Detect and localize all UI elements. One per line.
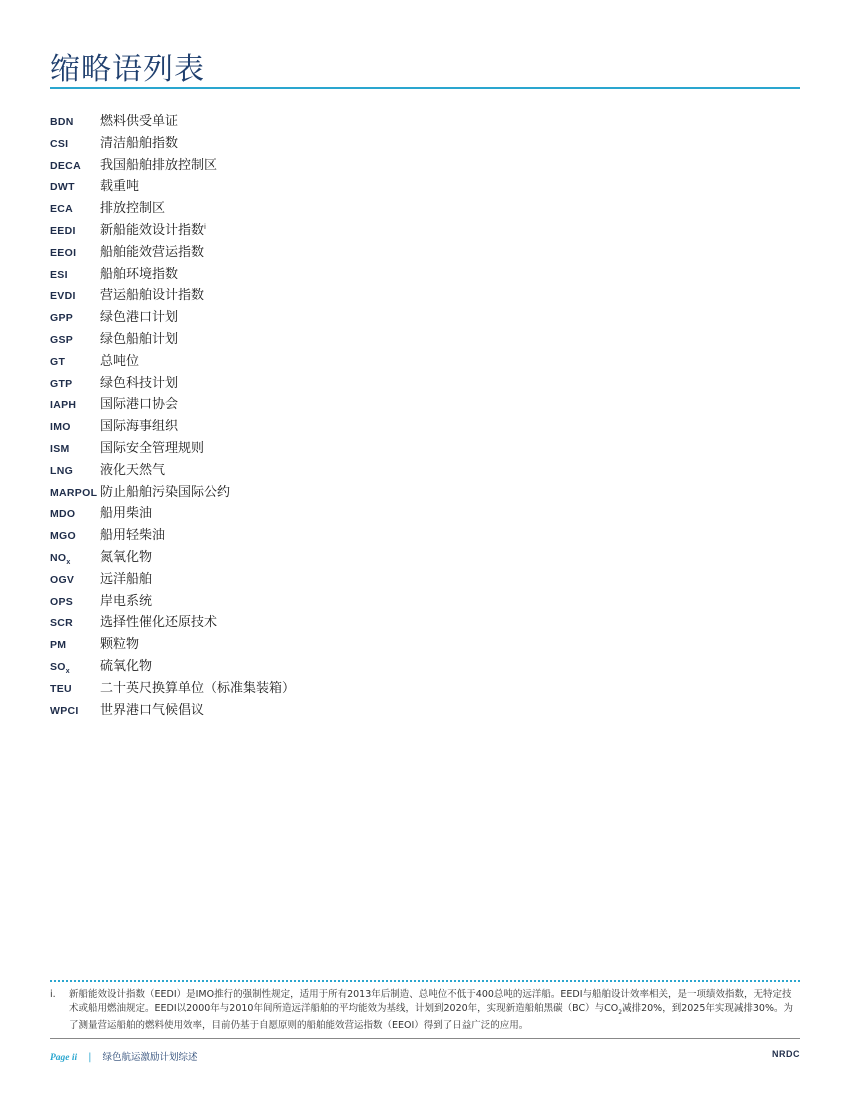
abbreviation-definition-text: 绿色船舶计划 [100, 331, 179, 347]
abbreviation-definition-text: 硫氧化物 [100, 658, 153, 674]
abbreviation-row [50, 350, 750, 372]
abbreviation-code [50, 552, 100, 566]
footnote-divider [50, 980, 800, 982]
abbreviation-code-text: GTP [50, 377, 73, 390]
page-title: 缩略语列表 [50, 52, 205, 87]
footer-brand-logo: NRDC [772, 1049, 800, 1059]
abbreviation-definition [100, 633, 139, 652]
abbreviation-code [50, 661, 100, 675]
abbreviation-code-text: DECA [50, 159, 81, 172]
abbreviation-definition [100, 372, 178, 391]
abbreviation-row [50, 655, 750, 677]
abbreviation-definition-text: 绿色科技计划 [100, 375, 179, 391]
abbreviation-definition [100, 328, 178, 347]
abbreviation-definition [100, 350, 139, 369]
abbreviation-definition-text: 船用柴油 [100, 506, 153, 522]
abbreviation-code [50, 160, 100, 172]
abbreviation-row [50, 132, 750, 154]
abbreviation-definition-text: 船舶环境指数 [100, 266, 179, 282]
abbreviation-definition [100, 175, 139, 194]
abbreviation-definition-text: 我国船舶排放控制区 [100, 157, 218, 173]
abbreviation-definition-text: 岸电系统 [100, 593, 153, 609]
abbreviation-definition [100, 306, 178, 325]
abbreviation-definition [100, 699, 204, 718]
abbreviation-code [50, 138, 100, 150]
abbreviation-definition-text: 国际港口协会 [100, 397, 179, 413]
abbreviation-code-text: ISM [50, 442, 70, 455]
abbreviation-code [50, 203, 100, 215]
abbreviation-code-text: EEOI [50, 246, 77, 259]
abbreviation-code-text: OGV [50, 573, 75, 586]
abbreviation-code-text: SO [50, 660, 66, 673]
abbreviation-definition [100, 502, 152, 521]
abbreviation-definition [100, 546, 152, 565]
abbreviation-definition [100, 437, 204, 456]
abbreviation-code-text: MGO [50, 530, 76, 543]
abbreviation-definition [100, 154, 217, 173]
abbreviation-code [50, 290, 100, 302]
abbreviation-row [50, 306, 750, 328]
footnote-text-part: 减排20%，到2025年实现减排30%。为了测量营运船舶的燃料使用效率，目前仍基于自愿原则的船舶能效营运指数（EEOI）得到了日益广泛的应用。 [69, 1002, 793, 1031]
abbreviation-definition [100, 459, 165, 478]
abbreviation-row [50, 241, 750, 263]
footer-document-title: 绿色航运激励计划综述 [102, 1052, 198, 1063]
abbreviation-code-text: EVDI [50, 290, 76, 303]
abbreviation-code-subscript: x [66, 558, 71, 566]
abbreviation-definition-text: 燃料供受单证 [100, 114, 179, 129]
abbreviation-row [50, 437, 750, 459]
abbreviation-code [50, 487, 100, 499]
abbreviation-code-text: PM [50, 639, 67, 652]
abbreviation-row [50, 546, 750, 568]
abbreviation-code [50, 247, 100, 259]
abbreviation-definition-text: 世界港口气候倡议 [100, 702, 205, 718]
abbreviation-definition-text: 新船能效设计指数 [100, 222, 205, 238]
abbreviation-definition-text: 营运船舶设计指数 [100, 288, 205, 304]
abbreviation-definition-text: 国际海事组织 [100, 419, 179, 435]
abbreviation-definition [100, 132, 178, 151]
abbreviation-definition [100, 263, 178, 282]
footnote-text [69, 988, 800, 1032]
abbreviation-code-subscript: x [65, 667, 70, 675]
abbreviation-code-text: BDN [50, 116, 74, 128]
abbreviation-row [50, 263, 750, 285]
abbreviation-definition [100, 110, 178, 129]
abbreviation-definition [100, 284, 204, 303]
abbreviation-code [50, 116, 100, 128]
abbreviation-definition-text: 船用轻柴油 [100, 528, 166, 544]
abbreviation-definition-text: 液化天然气 [100, 462, 166, 478]
abbreviation-code [50, 639, 100, 651]
abbreviation-row [50, 175, 750, 197]
abbreviation-code [50, 683, 100, 695]
abbreviation-definition [100, 197, 165, 216]
abbreviation-definition-text: 国际安全管理规则 [100, 440, 205, 456]
abbreviation-definition [100, 415, 178, 434]
abbreviation-definition [100, 524, 165, 543]
abbreviation-code-text: ESI [50, 268, 68, 281]
abbreviation-code-text: MDO [50, 508, 76, 521]
abbreviation-definition-text: 氮氧化物 [100, 549, 153, 565]
abbreviation-row [50, 568, 750, 590]
abbreviation-code [50, 617, 100, 629]
abbreviation-code [50, 574, 100, 586]
abbreviation-code [50, 269, 100, 281]
footnote-marker: i. [50, 989, 56, 1000]
abbreviation-definition-text: 载重吨 [100, 179, 140, 195]
abbreviation-row [50, 524, 750, 546]
page-footer [50, 1049, 800, 1063]
abbreviation-code-text: EEDI [50, 224, 76, 237]
abbreviation-code [50, 421, 100, 433]
abbreviation-code-text: GSP [50, 333, 74, 346]
abbreviation-definition [100, 590, 152, 609]
abbreviation-code-text: NO [50, 551, 67, 564]
abbreviation-row [50, 284, 750, 306]
abbreviation-code-text: ECA [50, 203, 74, 216]
abbreviation-definition [100, 393, 178, 412]
abbreviation-code-text: MARPOL [50, 486, 98, 499]
abbreviation-definition [100, 219, 206, 238]
footer-divider [50, 1038, 800, 1039]
abbreviation-code-text: TEU [50, 682, 72, 695]
abbreviation-code [50, 596, 100, 608]
page-number: Page ii [50, 1053, 78, 1063]
abbreviation-row [50, 459, 750, 481]
abbreviation-row [50, 110, 750, 132]
abbreviation-row [50, 699, 750, 721]
abbreviation-code-text: SCR [50, 617, 74, 630]
footnote-reference: i [204, 222, 206, 231]
abbreviation-code [50, 705, 100, 717]
abbreviation-definition [100, 241, 204, 260]
abbreviation-row [50, 328, 750, 350]
footnote [50, 988, 800, 1032]
abbreviation-row [50, 372, 750, 394]
abbreviation-code [50, 225, 100, 237]
abbreviation-code [50, 508, 100, 520]
abbreviation-row [50, 633, 750, 655]
abbreviation-code-text: IMO [50, 421, 71, 434]
abbreviation-code-text: OPS [50, 595, 74, 608]
abbreviation-row [50, 197, 750, 219]
abbreviation-definition-text: 排放控制区 [100, 201, 166, 217]
footnote-subscript: 2 [618, 1008, 623, 1016]
footnote-text-part: 新船能效设计指数（EEDI）是IMO推行的强制性规定，适用于所有2013年后制造、总吨位不低于400总吨的远洋船。EEDI与船舶设计效率相关，是一项绩效指数，无特定技术或船用燃油规定。EEDI以2000年与2010年间所造远洋船舶的平均能效为基线，计划到2020年，实现新造船舶黑碳（BC）与CO [69, 989, 792, 1014]
abbreviation-code-text: GPP [50, 312, 74, 325]
abbreviation-code [50, 181, 100, 193]
abbreviation-code [50, 312, 100, 324]
abbreviation-code-text: WPCI [50, 704, 79, 717]
abbreviation-definition [100, 611, 217, 630]
abbreviation-definition-text: 远洋船舶 [100, 571, 153, 587]
abbreviation-row [50, 154, 750, 176]
abbreviation-row [50, 611, 750, 633]
abbreviation-row [50, 590, 750, 612]
abbreviation-definition [100, 677, 295, 696]
abbreviation-code-text: LNG [50, 464, 74, 477]
abbreviation-code-text: IAPH [50, 399, 77, 412]
abbreviation-definition-text: 防止船舶污染国际公约 [100, 484, 231, 500]
abbreviation-definition-text: 颗粒物 [100, 637, 140, 653]
abbreviation-row [50, 502, 750, 524]
abbreviation-code [50, 443, 100, 455]
abbreviation-code [50, 356, 100, 368]
abbreviation-row [50, 481, 750, 503]
abbreviation-code [50, 530, 100, 542]
abbreviation-code-text: CSI [50, 137, 69, 150]
abbreviation-row [50, 415, 750, 437]
abbreviation-code [50, 334, 100, 346]
abbreviation-code-text: GT [50, 355, 66, 368]
abbreviation-row [50, 393, 750, 415]
abbreviation-definition [100, 568, 152, 587]
abbreviation-definition-text: 绿色港口计划 [100, 310, 179, 326]
abbreviation-row [50, 677, 750, 699]
abbreviation-definition-text: 清洁船舶指数 [100, 135, 179, 151]
abbreviation-definition [100, 481, 230, 500]
abbreviation-definition-text: 二十英尺换算单位（标准集装箱） [100, 680, 296, 696]
abbreviation-definition [100, 655, 152, 674]
abbreviation-definition-text: 总吨位 [100, 353, 140, 369]
title-divider [50, 87, 800, 89]
abbreviation-definition-text: 船舶能效营运指数 [100, 244, 205, 260]
abbreviation-code [50, 465, 100, 477]
abbreviation-code [50, 399, 100, 411]
footer-separator: | [88, 1052, 92, 1063]
abbreviation-row [50, 219, 750, 241]
abbreviation-list [50, 110, 750, 720]
abbreviation-definition-text: 选择性催化还原技术 [100, 615, 218, 631]
abbreviation-code [50, 378, 100, 390]
abbreviation-code-text: DWT [50, 181, 75, 194]
